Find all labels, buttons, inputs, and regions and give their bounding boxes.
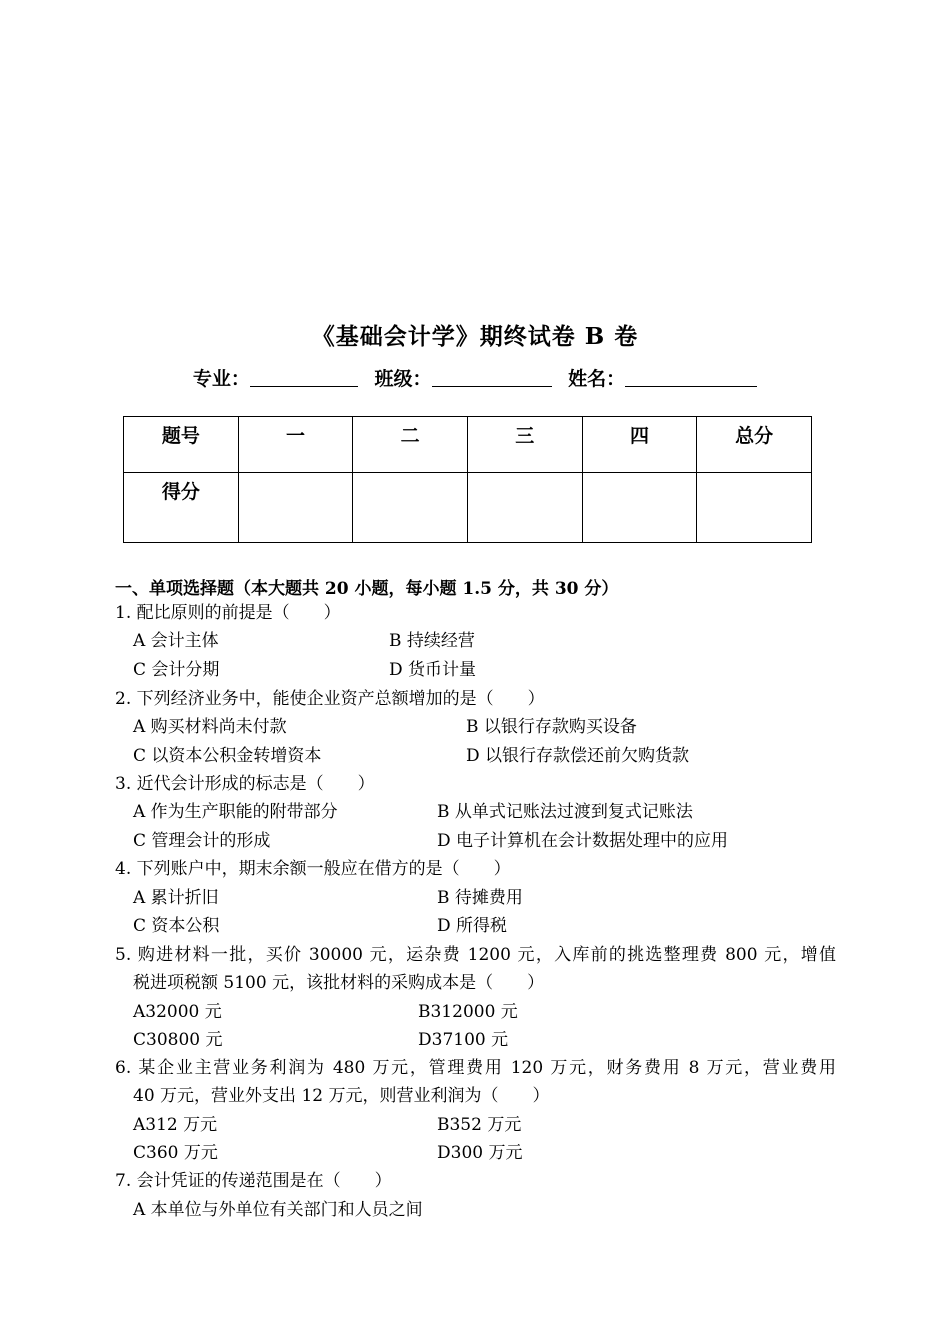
option-a: A 会计主体 (133, 631, 219, 651)
option-d: D 以银行存款偿还前欠购货款 (466, 746, 690, 766)
option-c: C 管理会计的形成 (133, 831, 271, 851)
score-cell[interactable] (582, 473, 697, 543)
student-info-line (0, 364, 950, 391)
question-stem: 2. 下列经济业务中，能使企业资产总额增加的是（ ） (115, 689, 545, 709)
score-table-score-row (124, 473, 812, 543)
question-stem: 5. 购进材料一批，买价 30000 元，运杂费 1200 元，入库前的挑选整理费 800 元，增值 (115, 945, 836, 965)
score-table-header-cell: 四 (582, 417, 697, 473)
option-a: A32000 元 (133, 1002, 222, 1022)
option-b: B 待摊费用 (437, 888, 523, 908)
class-label: 班级： (374, 368, 432, 390)
name-blank (625, 368, 757, 387)
option-d: D300 万元 (437, 1143, 523, 1163)
major-blank (250, 368, 358, 387)
option-a: A312 万元 (133, 1115, 218, 1135)
score-table-header-cell: 二 (353, 417, 468, 473)
option-c: C 会计分期 (133, 660, 220, 680)
score-cell[interactable] (697, 473, 812, 543)
section-1-heading: 一、单项选择题（本大题共 20 小题，每小题 1.5 分，共 30 分） (115, 579, 619, 599)
score-table-header-cell: 总分 (697, 417, 812, 473)
option-d: D 电子计算机在会计数据处理中的应用 (437, 831, 729, 851)
option-c: C360 万元 (133, 1143, 218, 1163)
score-table (123, 416, 812, 543)
major-label: 专业： (192, 368, 250, 390)
score-table-header-cell: 三 (467, 417, 582, 473)
question-stem: 1. 配比原则的前提是（ ） (115, 603, 341, 623)
question-stem: 7. 会计凭证的传递范围是在（ ） (115, 1171, 392, 1191)
question-stem: 3. 近代会计形成的标志是（ ） (115, 774, 375, 794)
score-row-label: 得分 (124, 473, 239, 543)
option-b: B312000 元 (418, 1002, 518, 1022)
score-cell[interactable] (238, 473, 353, 543)
question-stem: 4. 下列账户中，期末余额一般应在借方的是（ ） (115, 859, 511, 879)
score-table-header-cell: 题号 (124, 417, 239, 473)
option-c: C30800 元 (133, 1030, 223, 1050)
exam-title: 《基础会计学》期终试卷 B 卷 (311, 323, 639, 350)
question-stem: 6. 某企业主营业务利润为 480 万元，管理费用 120 万元，财务费用 8 万元，营业费用 (115, 1058, 836, 1078)
question-stem-continued: 税进项税额 5100 元，该批材料的采购成本是（ ） (133, 973, 545, 993)
option-b: B352 万元 (437, 1115, 522, 1135)
option-b: B 以银行存款购买设备 (466, 717, 637, 737)
score-table-header-cell: 一 (238, 417, 353, 473)
score-table-header-row (124, 417, 812, 473)
class-blank (432, 368, 552, 387)
score-cell[interactable] (467, 473, 582, 543)
option-d: D 所得税 (437, 916, 508, 936)
option-c: C 资本公积 (133, 916, 220, 936)
option-d: D37100 元 (418, 1030, 509, 1050)
option-d: D 货币计量 (389, 660, 477, 680)
option-a: A 累计折旧 (133, 888, 219, 908)
option-a: A 作为生产职能的附带部分 (133, 802, 338, 822)
option-b: B 持续经营 (389, 631, 475, 651)
question-stem-continued: 40 万元，营业外支出 12 万元，则营业利润为（ ） (133, 1086, 550, 1106)
score-cell[interactable] (353, 473, 468, 543)
option-b: B 从单式记账法过渡到复式记账法 (437, 802, 693, 822)
option-c: C 以资本公积金转增资本 (133, 746, 322, 766)
option-a: A 购买材料尚未付款 (133, 717, 287, 737)
option-a: A 本单位与外单位有关部门和人员之间 (133, 1200, 423, 1220)
name-label: 姓名： (568, 368, 626, 390)
